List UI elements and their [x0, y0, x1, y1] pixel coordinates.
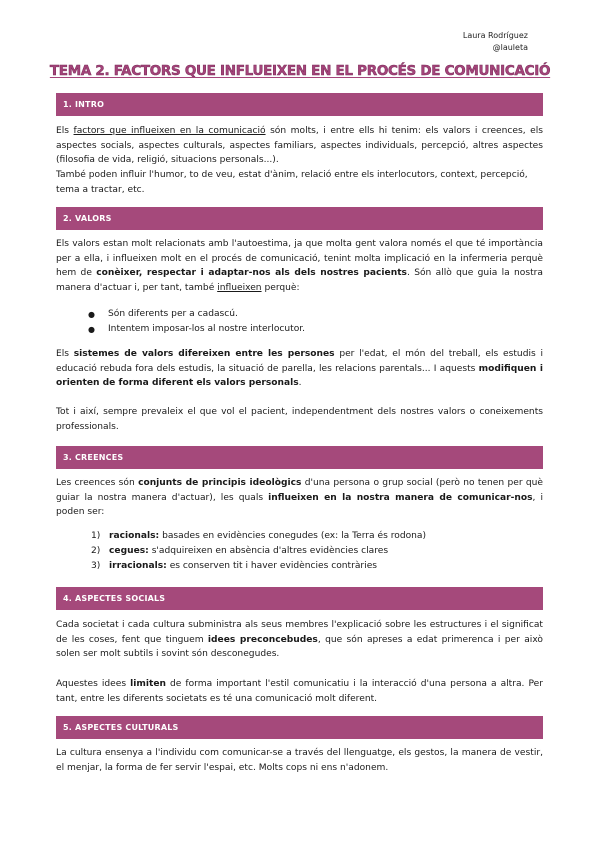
creences-list-item: 3) irracionals: es conserven tit i haver evidències contràries	[91, 561, 378, 571]
author-name: Laura Rodríguez	[462, 31, 528, 40]
factors-link-text: factors que influeixen en la comunicació	[73, 126, 266, 136]
author-handle: @lauleta	[492, 43, 528, 52]
section-heading-culturals: 5. ASPECTES CULTURALS	[56, 716, 543, 739]
culturals-paragraph-1: La cultura ensenya a l'individu com comunicar-se a través del llenguatge, els gestos, la manera de vestir, el menjar, la forma de fer servir l'espai, etc. Molts cops ni ens n'adonem.	[56, 748, 543, 773]
section-heading-intro: 1. INTRO	[56, 93, 543, 116]
valors-bullet-2: Intentem imposar-los al nostre interlocutor.	[108, 324, 306, 334]
intro-paragraph-2: També poden influir l'humor, to de veu, estat d'ànim, relació entre els interlocutors, context, percepció, tema a tractar, etc.	[56, 170, 528, 195]
intro-paragraph-1: Els factors que influeixen en la comunicació són molts, i entre ells hi tenim: els valors i creences, els aspectes socials, aspectes culturals, aspectes familiars, aspectes individuals, percepció, altres aspectes (filosofia de vida, religió, situacions personals...).	[56, 126, 544, 166]
creences-list-item: 2) cegues: s'adquireixen en absència d'altres evidències clares	[91, 546, 389, 556]
valors-bullet-1: Són diferents per a cadascú.	[108, 309, 238, 319]
valors-paragraph-2: Els sistemes de valors difereixen entre les persones per l'edat, el món del treball, els estudis i educació rebuda fora dels estudis, la situació de parella, les relacions parentals... I aquests modifiquen i orienten de forma diferent els valors personals.	[56, 349, 544, 389]
section-heading-socials: 4. ASPECTES SOCIALS	[56, 587, 543, 610]
document-title: TEMA 2. FACTORS QUE INFLUEIXEN EN EL PROCÉS DE COMUNICACIÓ	[49, 63, 551, 79]
section-heading-valors: 2. VALORS	[56, 207, 543, 230]
section-heading-creences: 3. CREENCES	[56, 446, 543, 469]
bullet-dot: ●	[88, 310, 95, 319]
creences-paragraph-1: Les creences són conjunts de principis ideològics d'una persona o grup social (però no tenen per què guiar la nostra manera d'actuar), les quals influeixen en la nostra manera de comunicar-nos, i poden ser:	[56, 478, 543, 518]
creences-list-item: 1) racionals: basades en evidències conegudes (ex: la Terra és rodona)	[91, 531, 427, 541]
socials-paragraph-1: Cada societat i cada cultura subministra als seus membres l'explicació sobre les estructures i el significat de les coses, fent que tinguem idees preconcebudes, que són apreses a edat primerenca i per això solen ser molt subtils i sovint són desconegudes.	[56, 620, 543, 660]
socials-paragraph-2: Aquestes idees limiten de forma important l'estil comunicatiu i la interacció d'una persona a altra. Per tant, entre les diferents societats es té una comunicació molt diferent.	[56, 679, 543, 704]
author-block	[463, 30, 528, 54]
valors-paragraph-3: Tot i així, sempre prevaleix el que vol el pacient, independentment dels nostres valors o coneixements professionals.	[56, 407, 543, 432]
bullet-dot: ●	[88, 325, 95, 334]
valors-paragraph-1: Els valors estan molt relacionats amb l'autoestima, ja que molta gent valora només el que té importància per a ella, i influeixen molt en el procés de comunicació, tenint molta implicació en la infermeria perquè hem de conèixer, respectar i adaptar-nos als dels nostres pacients. Són allò que guia la nostra manera d'actuar i, per tant, també influeixen perquè:	[56, 239, 543, 293]
